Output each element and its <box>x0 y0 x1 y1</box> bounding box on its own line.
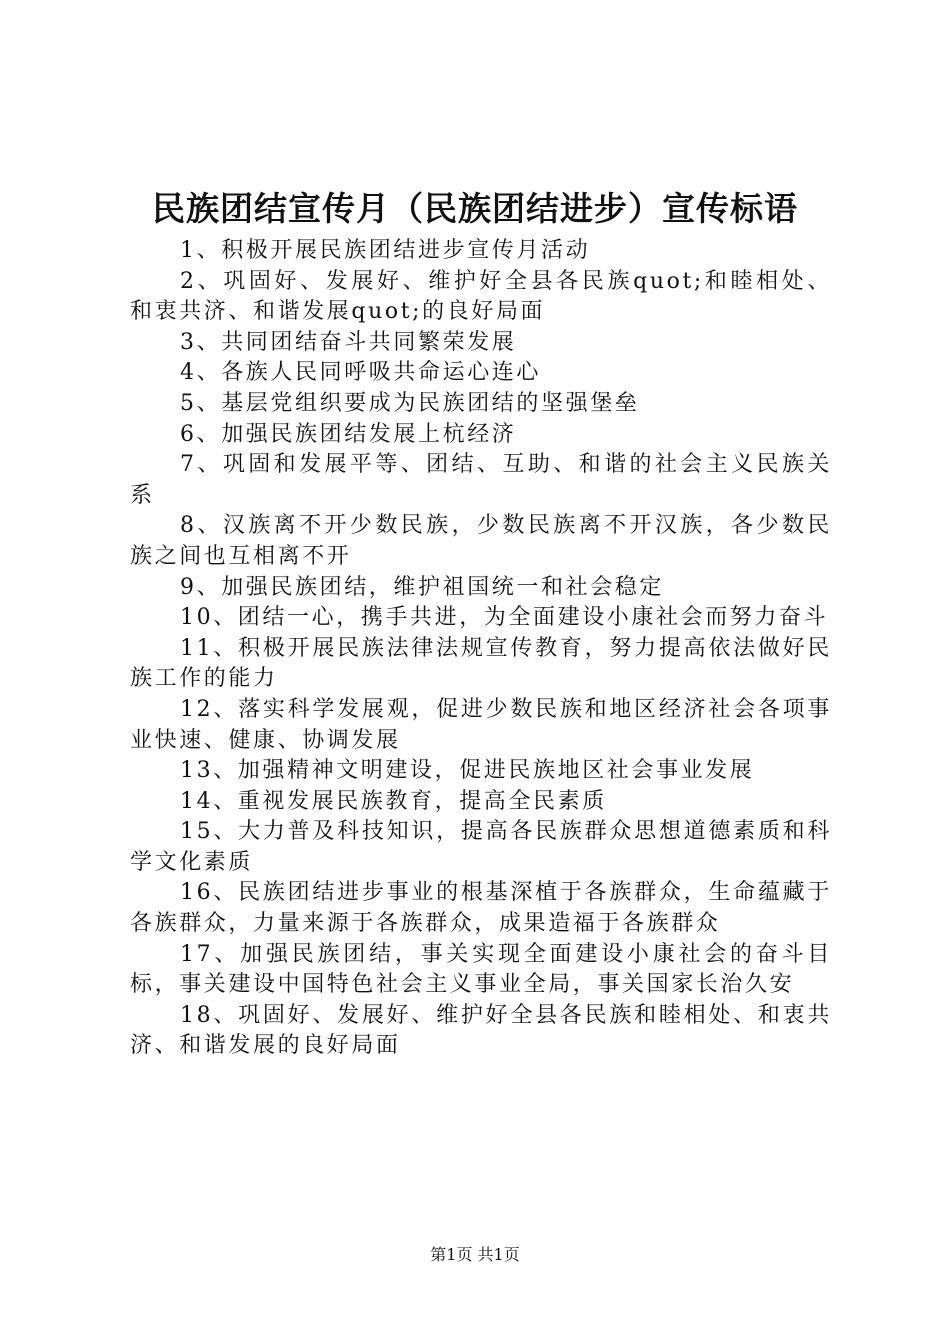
slogan-item: 14、重视发展民族教育，提高全民素质 <box>180 788 607 814</box>
page-footer: 第1页 共1页 <box>430 1245 520 1264</box>
slogan-item: 13、加强精神文明建设，促进民族地区社会事业发展 <box>180 758 755 784</box>
slogan-item: 12、落实科学发展观，促进少数民族和地区经济社会各项事业快速、健康、协调发展 <box>130 696 832 753</box>
slogan-item: 1、积极开展民族团结进步宣传月活动 <box>180 238 591 263</box>
slogan-item: 3、共同团结奋斗共同繁荣发展 <box>180 329 517 355</box>
slogan-item: 10、团结一心，携手共进，为全面建设小康社会而努力奋斗 <box>180 605 829 631</box>
slogan-item: 18、巩固好、发展好、维护好全县各民族和睦相处、和衷共济、和谐发展的良好局面 <box>130 1002 832 1059</box>
slogan-item: 4、各族人民同呼吸共命运心连心 <box>180 360 541 386</box>
slogan-item: 15、大力普及科技知识，提高各民族群众思想道德素质和科学文化素质 <box>130 819 832 875</box>
slogan-item: 16、民族团结进步事业的根基深植于各族群众，生命蕴藏于各族群众，力量来源于各族群众，成果造福于各族群众 <box>130 880 832 937</box>
slogan-item: 5、基层党组织要成为民族团结的坚强堡垒 <box>180 390 640 416</box>
slogan-item: 7、巩固和发展平等、团结、互助、和谐的社会主义民族关系 <box>130 452 832 508</box>
document-title: 民族团结宣传月（民族团结进步）宣传标语 <box>152 189 798 228</box>
slogan-list <box>130 236 832 1062</box>
slogan-item: 11、积极开展民族法律法规宣传教育，努力提高依法做好民族工作的能力 <box>130 635 832 692</box>
slogan-item: 8、汉族离不开少数民族，少数民族离不开汉族，各少数民族之间也互相离不开 <box>130 513 832 569</box>
slogan-item: 9、加强民族团结，维护祖国统一和社会稳定 <box>180 574 664 600</box>
slogan-item: 6、加强民族团结发展上杭经济 <box>180 421 517 447</box>
slogan-item: 17、加强民族团结，事关实现全面建设小康社会的奋斗目标，事关建设中国特色社会主义事业全局，事关国家长治久安 <box>130 941 832 998</box>
slogan-item: 2、巩固好、发展好、维护好全县各民族quot;和睦相处、和衷共济、和谐发展quot;的良好局面 <box>130 268 832 325</box>
